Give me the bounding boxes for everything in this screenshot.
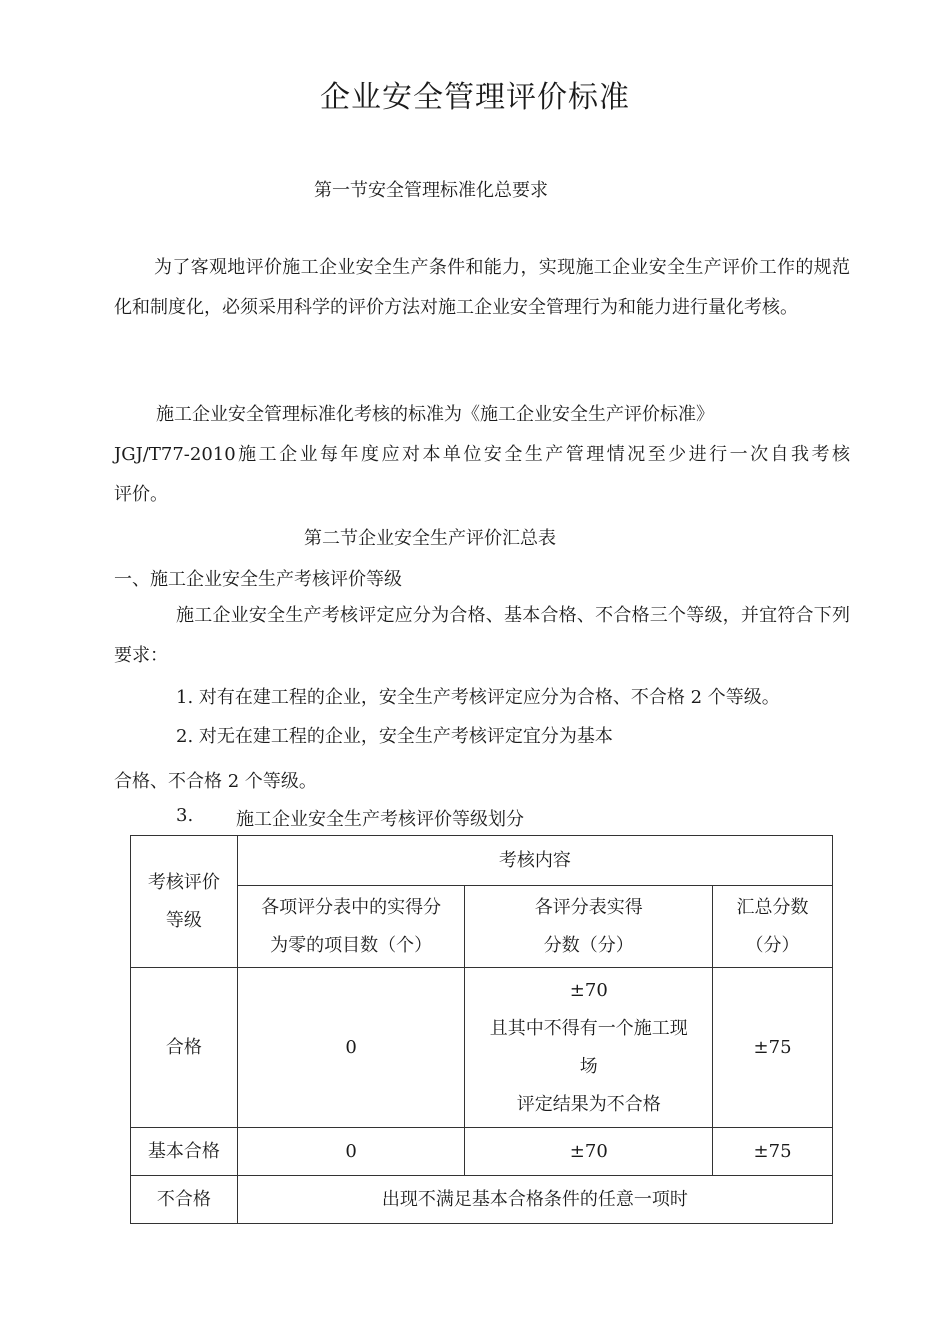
header-zero-items-line-2: 为零的项目数（个） bbox=[270, 934, 433, 956]
section1-paragraph-1: 为了客观地评价施工企业安全生产条件和能力，实现施工企业安全生产评价工作的规范化和制度化，必须采用科学的评价方法对施工企业安全管理行为和能力进行量化考核。 bbox=[114, 257, 850, 318]
total-score-cell: ±75 bbox=[713, 1128, 833, 1176]
section1-paragraph-2-line-2: JGJ/T77-2010施工企业每年度应对本单位安全生产管理情况至少进行一次自我考核 bbox=[114, 444, 850, 465]
table-row bbox=[131, 1176, 833, 1224]
header-zero-items-line-1: 各项评分表中的实得分 bbox=[261, 896, 442, 918]
header-total-score-line-2: （分） bbox=[745, 934, 800, 956]
total-score-cell: ±75 bbox=[713, 968, 833, 1128]
table-row bbox=[131, 968, 833, 1128]
header-total-score bbox=[713, 886, 833, 968]
section1-heading: 第一节安全管理标准化总要求 bbox=[314, 180, 548, 201]
grade-cell: 不合格 bbox=[131, 1176, 238, 1224]
grade-cell: 基本合格 bbox=[131, 1128, 238, 1176]
grade-table bbox=[130, 835, 833, 1224]
section2-heading: 第二节企业安全生产评价汇总表 bbox=[304, 528, 556, 549]
sheet-score-line-3: 场 bbox=[579, 1055, 598, 1077]
header-sheet-score bbox=[465, 886, 713, 968]
subsection1-paragraph: 施工企业安全生产考核评定应分为合格、基本合格、不合格三个等级，并宜符合下列要求： bbox=[114, 605, 850, 666]
header-sheet-score-line-2: 分数（分） bbox=[543, 934, 634, 956]
grade-cell: 合格 bbox=[131, 968, 238, 1128]
list-item-1: 1. 对有在建工程的企业，安全生产考核评定应分为合格、不合格 2 个等级。 bbox=[176, 687, 780, 708]
section1-paragraph-2-line-1: 施工企业安全管理标准化考核的标准为《施工企业安全生产评价标准》 bbox=[156, 404, 714, 425]
zero-items-cell: 0 bbox=[237, 1128, 465, 1176]
sheet-score-line-1: ±70 bbox=[569, 979, 608, 1001]
sheet-score-line-4: 评定结果为不合格 bbox=[516, 1093, 661, 1115]
header-grade-line-1: 考核评价 bbox=[147, 871, 220, 893]
table-row bbox=[131, 1128, 833, 1176]
document-title: 企业安全管理评价标准 bbox=[320, 80, 630, 115]
merged-condition-cell: 出现不满足基本合格条件的任意一项时 bbox=[237, 1176, 832, 1224]
list-item-3-text: 施工企业安全生产考核评价等级划分 bbox=[236, 809, 524, 830]
list-item-2: 2. 对无在建工程的企业，安全生产考核评定宜分为基本 bbox=[176, 726, 613, 747]
list-item-3-number: 3. bbox=[176, 805, 194, 826]
header-total-score-line-1: 汇总分数 bbox=[736, 896, 809, 918]
header-zero-items bbox=[237, 886, 465, 968]
zero-items-cell: 0 bbox=[237, 968, 465, 1128]
list-item-2-continuation: 合格、不合格 2 个等级。 bbox=[114, 771, 317, 792]
section1-paragraph-2-line-3: 评价。 bbox=[114, 484, 168, 505]
header-grade bbox=[131, 836, 238, 968]
header-content: 考核内容 bbox=[237, 836, 832, 886]
sheet-score-cell bbox=[465, 968, 713, 1128]
sheet-score-cell: ±70 bbox=[465, 1128, 713, 1176]
header-sheet-score-line-1: 各评分表实得 bbox=[534, 896, 643, 918]
subsection1-heading: 一、施工企业安全生产考核评价等级 bbox=[114, 569, 402, 590]
header-grade-line-2: 等级 bbox=[165, 909, 202, 931]
sheet-score-line-2: 且其中不得有一个施工现 bbox=[489, 1017, 688, 1039]
